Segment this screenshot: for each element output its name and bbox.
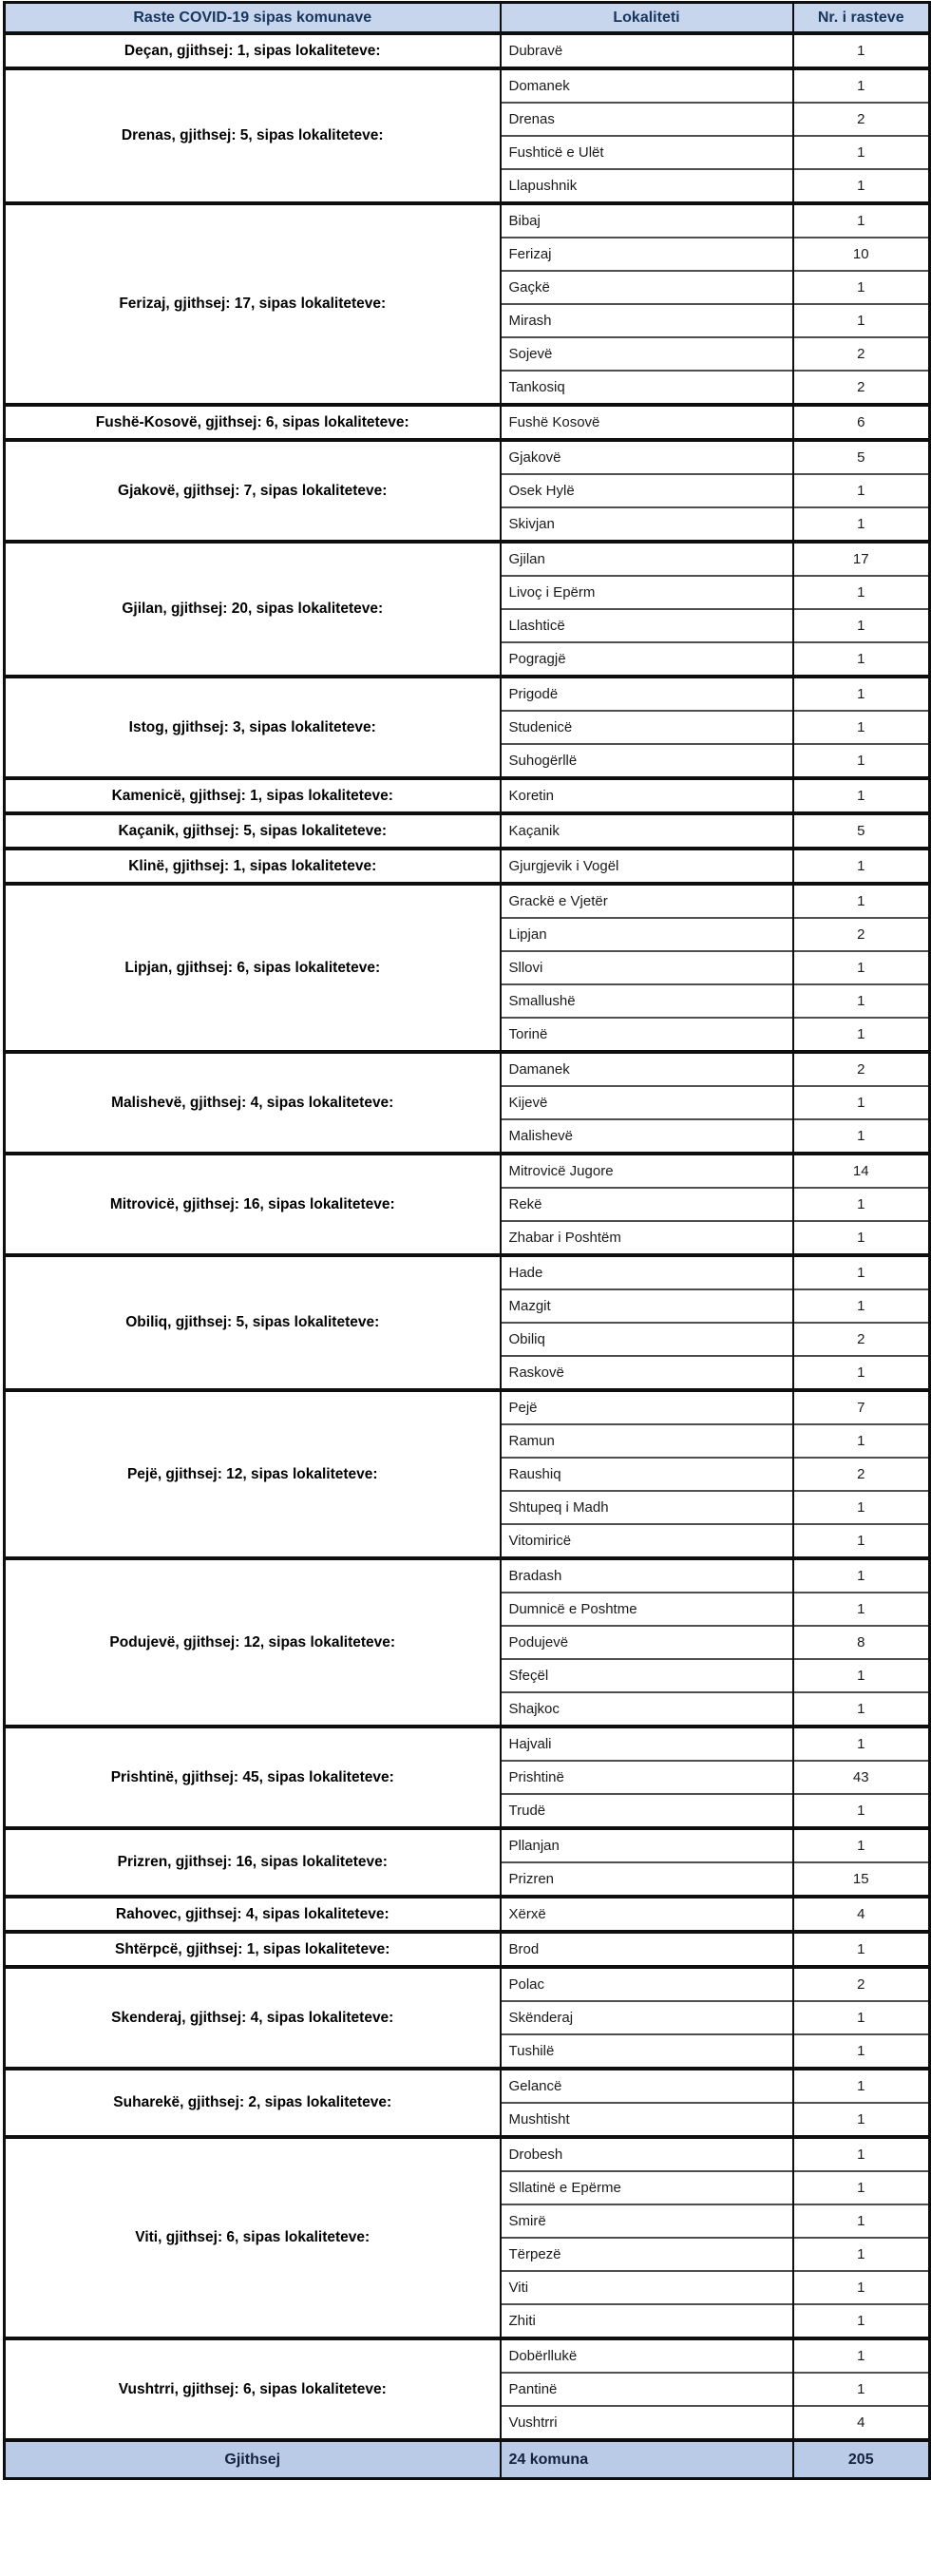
locality-cell: Brod: [501, 1932, 793, 1967]
locality-row: [5, 884, 930, 918]
cases-cell: 1: [793, 1932, 930, 1967]
cases-cell: 2: [793, 337, 930, 371]
cases-cell: 1: [793, 1593, 930, 1626]
locality-cell: Kaçanik: [501, 813, 793, 849]
cases-cell: 1: [793, 711, 930, 744]
municipality-cell: Suharekë, gjithsej: 2, sipas lokaliteteve:: [5, 2069, 501, 2137]
cases-cell: 2: [793, 371, 930, 405]
locality-cell: Lipjan: [501, 918, 793, 951]
cases-cell: 1: [793, 1086, 930, 1119]
locality-cell: Vushtrri: [501, 2406, 793, 2440]
cases-cell: 1: [793, 984, 930, 1018]
cases-cell: 1: [793, 1558, 930, 1593]
header-municipality-column: Raste COVID-19 sipas komunave: [5, 3, 501, 34]
locality-cell: Obiliq: [501, 1323, 793, 1356]
locality-cell: Suhogërllë: [501, 744, 793, 778]
cases-cell: 1: [793, 271, 930, 304]
locality-cell: Kijevë: [501, 1086, 793, 1119]
locality-cell: Skivjan: [501, 507, 793, 542]
cases-cell: 1: [793, 1221, 930, 1255]
locality-cell: Torinë: [501, 1018, 793, 1052]
locality-cell: Studenicë: [501, 711, 793, 744]
cases-cell: 1: [793, 1289, 930, 1323]
locality-cell: Shajkoc: [501, 1692, 793, 1727]
locality-cell: Damanek: [501, 1052, 793, 1086]
cases-cell: 2: [793, 103, 930, 136]
header-locality-column: Lokaliteti: [501, 3, 793, 34]
locality-cell: Skënderaj: [501, 2001, 793, 2034]
cases-cell: 1: [793, 304, 930, 337]
locality-cell: Pllanjan: [501, 1828, 793, 1862]
locality-cell: Pantinë: [501, 2373, 793, 2406]
header-row: [5, 3, 930, 34]
locality-row: [5, 1967, 930, 2001]
cases-cell: 1: [793, 68, 930, 103]
cases-cell: 1: [793, 2034, 930, 2069]
municipality-cell: Gjakovë, gjithsej: 7, sipas lokaliteteve:: [5, 440, 501, 542]
locality-cell: Sllatinë e Epërme: [501, 2171, 793, 2204]
locality-cell: Polac: [501, 1967, 793, 2001]
locality-cell: Ramun: [501, 1424, 793, 1458]
municipality-cell: Prizren, gjithsej: 16, sipas lokaliteteve:: [5, 1828, 501, 1897]
municipality-cell: Deçan, gjithsej: 1, sipas lokaliteteve:: [5, 33, 501, 68]
locality-cell: Sfeçël: [501, 1659, 793, 1692]
cases-cell: 15: [793, 1862, 930, 1897]
cases-cell: 5: [793, 813, 930, 849]
total-localities: 24 komuna: [501, 2440, 793, 2479]
cases-cell: 1: [793, 33, 930, 68]
cases-cell: 2: [793, 1458, 930, 1491]
locality-row: [5, 2338, 930, 2373]
cases-cell: 1: [793, 1424, 930, 1458]
locality-cell: Fushë Kosovë: [501, 405, 793, 440]
municipality-cell: Mitrovicë, gjithsej: 16, sipas lokaliteteve:: [5, 1154, 501, 1255]
locality-cell: Tërpezë: [501, 2238, 793, 2271]
cases-cell: 2: [793, 918, 930, 951]
locality-row: [5, 1390, 930, 1424]
locality-cell: Trudë: [501, 1794, 793, 1828]
municipality-cell: Rahovec, gjithsej: 4, sipas lokaliteteve:: [5, 1897, 501, 1932]
locality-cell: Dumnicë e Poshtme: [501, 1593, 793, 1626]
municipality-cell: Prishtinë, gjithsej: 45, sipas lokaliteteve:: [5, 1727, 501, 1828]
table-body: [5, 33, 930, 2440]
cases-cell: 1: [793, 642, 930, 677]
cases-cell: 43: [793, 1761, 930, 1794]
cases-cell: 5: [793, 440, 930, 474]
locality-cell: Mazgit: [501, 1289, 793, 1323]
locality-cell: Viti: [501, 2271, 793, 2304]
locality-row: [5, 778, 930, 813]
cases-cell: 1: [793, 2103, 930, 2137]
locality-cell: Shtupeq i Madh: [501, 1491, 793, 1524]
municipality-cell: Fushë-Kosovë, gjithsej: 6, sipas lokaliteteve:: [5, 405, 501, 440]
locality-cell: Llashticë: [501, 609, 793, 642]
total-label: Gjithsej: [5, 2440, 501, 2479]
locality-cell: Drobesh: [501, 2137, 793, 2171]
locality-cell: Zhiti: [501, 2304, 793, 2338]
cases-cell: 17: [793, 542, 930, 576]
locality-cell: Grackë e Vjetër: [501, 884, 793, 918]
cases-cell: 1: [793, 2238, 930, 2271]
locality-cell: Prishtinë: [501, 1761, 793, 1794]
municipality-cell: Shtërpcë, gjithsej: 1, sipas lokaliteteve:: [5, 1932, 501, 1967]
locality-cell: Fushticë e Ulët: [501, 136, 793, 169]
locality-cell: Prizren: [501, 1862, 793, 1897]
locality-cell: Osek Hylë: [501, 474, 793, 507]
cases-cell: 4: [793, 1897, 930, 1932]
cases-cell: 10: [793, 238, 930, 271]
locality-cell: Smirë: [501, 2204, 793, 2238]
locality-row: [5, 1052, 930, 1086]
locality-cell: Drenas: [501, 103, 793, 136]
cases-cell: 1: [793, 1794, 930, 1828]
locality-cell: Gjakovë: [501, 440, 793, 474]
cases-cell: 1: [793, 1524, 930, 1558]
cases-cell: 1: [793, 136, 930, 169]
cases-cell: 1: [793, 1356, 930, 1390]
locality-row: [5, 203, 930, 238]
cases-cell: 1: [793, 474, 930, 507]
municipality-cell: Obiliq, gjithsej: 5, sipas lokaliteteve:: [5, 1255, 501, 1390]
cases-cell: 1: [793, 2304, 930, 2338]
locality-cell: Dubravë: [501, 33, 793, 68]
cases-cell: 1: [793, 169, 930, 203]
locality-cell: Bradash: [501, 1558, 793, 1593]
locality-cell: Gelancë: [501, 2069, 793, 2103]
locality-row: [5, 68, 930, 103]
cases-cell: 1: [793, 1659, 930, 1692]
locality-row: [5, 1558, 930, 1593]
locality-row: [5, 1897, 930, 1932]
cases-cell: 1: [793, 884, 930, 918]
locality-cell: Gaçkë: [501, 271, 793, 304]
locality-cell: Dobërllukë: [501, 2338, 793, 2373]
cases-cell: 1: [793, 2271, 930, 2304]
locality-cell: Tankosiq: [501, 371, 793, 405]
total-row: [5, 2440, 930, 2479]
locality-cell: Mirash: [501, 304, 793, 337]
municipality-cell: Podujevë, gjithsej: 12, sipas lokaliteteve:: [5, 1558, 501, 1727]
municipality-cell: Malishevë, gjithsej: 4, sipas lokaliteteve:: [5, 1052, 501, 1154]
locality-row: [5, 405, 930, 440]
cases-cell: 2: [793, 1967, 930, 2001]
locality-cell: Gjurgjevik i Vogël: [501, 849, 793, 884]
locality-row: [5, 1932, 930, 1967]
cases-cell: 1: [793, 744, 930, 778]
cases-cell: 1: [793, 2338, 930, 2373]
cases-cell: 1: [793, 2137, 930, 2171]
cases-cell: 1: [793, 507, 930, 542]
cases-cell: 6: [793, 405, 930, 440]
locality-cell: Tushilë: [501, 2034, 793, 2069]
locality-cell: Gjilan: [501, 542, 793, 576]
municipality-cell: Viti, gjithsej: 6, sipas lokaliteteve:: [5, 2137, 501, 2338]
locality-cell: Pejë: [501, 1390, 793, 1424]
cases-cell: 2: [793, 1323, 930, 1356]
locality-cell: Llapushnik: [501, 169, 793, 203]
locality-cell: Livoç i Epërm: [501, 576, 793, 609]
locality-cell: Raushiq: [501, 1458, 793, 1491]
locality-cell: Zhabar i Poshtëm: [501, 1221, 793, 1255]
locality-cell: Ferizaj: [501, 238, 793, 271]
locality-row: [5, 2069, 930, 2103]
locality-cell: Vitomiricë: [501, 1524, 793, 1558]
locality-row: [5, 33, 930, 68]
cases-cell: 1: [793, 778, 930, 813]
cases-cell: 2: [793, 1052, 930, 1086]
cases-cell: 4: [793, 2406, 930, 2440]
locality-row: [5, 1154, 930, 1188]
cases-cell: 1: [793, 951, 930, 984]
municipality-cell: Istog, gjithsej: 3, sipas lokaliteteve:: [5, 677, 501, 778]
locality-cell: Koretin: [501, 778, 793, 813]
locality-cell: Bibaj: [501, 203, 793, 238]
locality-row: [5, 1255, 930, 1289]
cases-cell: 1: [793, 2069, 930, 2103]
cases-cell: 1: [793, 1727, 930, 1761]
locality-cell: Podujevë: [501, 1626, 793, 1659]
municipality-cell: Kamenicë, gjithsej: 1, sipas lokaliteteve:: [5, 778, 501, 813]
municipality-cell: Klinë, gjithsej: 1, sipas lokaliteteve:: [5, 849, 501, 884]
locality-cell: Hajvali: [501, 1727, 793, 1761]
municipality-cell: Drenas, gjithsej: 5, sipas lokaliteteve:: [5, 68, 501, 203]
cases-cell: 1: [793, 2373, 930, 2406]
locality-row: [5, 2137, 930, 2171]
cases-cell: 1: [793, 1188, 930, 1221]
municipality-cell: Kaçanik, gjithsej: 5, sipas lokaliteteve:: [5, 813, 501, 849]
locality-cell: Mushtisht: [501, 2103, 793, 2137]
cases-cell: 1: [793, 2171, 930, 2204]
municipality-cell: Skenderaj, gjithsej: 4, sipas lokaliteteve:: [5, 1967, 501, 2069]
municipality-cell: Vushtrri, gjithsej: 6, sipas lokaliteteve:: [5, 2338, 501, 2440]
locality-row: [5, 849, 930, 884]
cases-cell: 1: [793, 1119, 930, 1154]
locality-cell: Smallushë: [501, 984, 793, 1018]
cases-cell: 1: [793, 2204, 930, 2238]
locality-row: [5, 542, 930, 576]
locality-cell: Malishevë: [501, 1119, 793, 1154]
cases-cell: 1: [793, 1255, 930, 1289]
covid-cases-table: [3, 1, 931, 2480]
municipality-cell: Pejë, gjithsej: 12, sipas lokaliteteve:: [5, 1390, 501, 1558]
municipality-cell: Gjilan, gjithsej: 20, sipas lokaliteteve:: [5, 542, 501, 677]
header-cases-column: Nr. i rasteve: [793, 3, 930, 34]
municipality-cell: Ferizaj, gjithsej: 17, sipas lokaliteteve:: [5, 203, 501, 405]
cases-cell: 1: [793, 1828, 930, 1862]
page: [0, 1, 931, 2480]
locality-row: [5, 677, 930, 711]
cases-cell: 1: [793, 203, 930, 238]
locality-cell: Mitrovicë Jugore: [501, 1154, 793, 1188]
cases-cell: 1: [793, 677, 930, 711]
locality-cell: Sllovi: [501, 951, 793, 984]
cases-cell: 1: [793, 1018, 930, 1052]
cases-cell: 1: [793, 1491, 930, 1524]
locality-cell: Domanek: [501, 68, 793, 103]
locality-row: [5, 1828, 930, 1862]
locality-cell: Prigodë: [501, 677, 793, 711]
cases-cell: 14: [793, 1154, 930, 1188]
cases-cell: 1: [793, 849, 930, 884]
cases-cell: 1: [793, 576, 930, 609]
total-cases: 205: [793, 2440, 930, 2479]
locality-cell: Rekë: [501, 1188, 793, 1221]
locality-row: [5, 813, 930, 849]
cases-cell: 1: [793, 2001, 930, 2034]
locality-row: [5, 440, 930, 474]
locality-cell: Raskovë: [501, 1356, 793, 1390]
cases-cell: 1: [793, 1692, 930, 1727]
cases-cell: 8: [793, 1626, 930, 1659]
locality-row: [5, 1727, 930, 1761]
locality-cell: Sojevë: [501, 337, 793, 371]
locality-cell: Hade: [501, 1255, 793, 1289]
cases-cell: 1: [793, 609, 930, 642]
cases-cell: 7: [793, 1390, 930, 1424]
locality-cell: Xërxë: [501, 1897, 793, 1932]
municipality-cell: Lipjan, gjithsej: 6, sipas lokaliteteve:: [5, 884, 501, 1052]
locality-cell: Pogragjë: [501, 642, 793, 677]
